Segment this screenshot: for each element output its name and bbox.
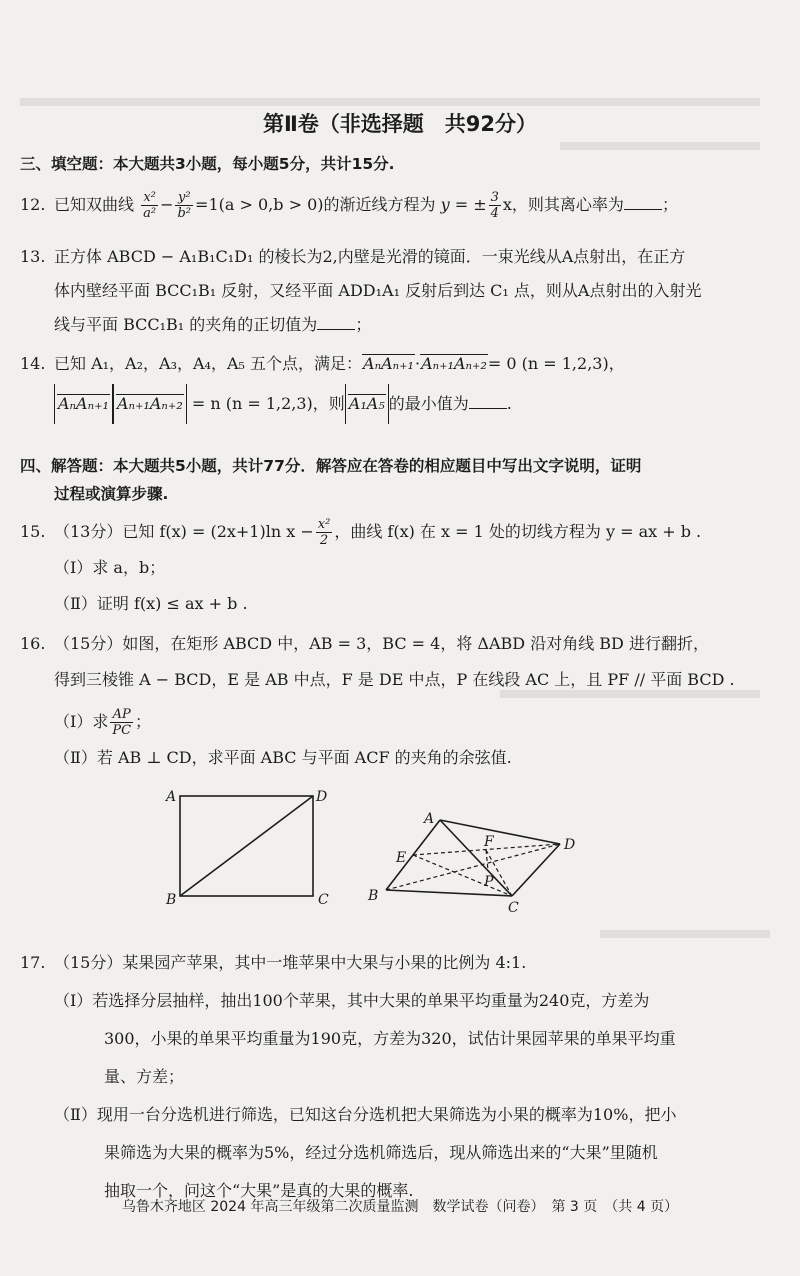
- q14-text: .: [506, 394, 512, 413]
- question-16: [20, 626, 780, 776]
- vector: AₙAₙ₊₁: [363, 354, 414, 373]
- label-d: D: [316, 789, 328, 805]
- bleed-through-line: [560, 142, 760, 150]
- q17-part-1-line: 300，小果的单果平均重量为190克，方差为320，试估计果园苹果的单果平均重: [104, 1029, 676, 1048]
- q17-part-2-line: 果筛选为大果的概率为5%，经过分选机筛选后，现从筛选出来的“大果”里随机: [104, 1143, 658, 1162]
- label-b: B: [166, 892, 177, 908]
- q13-line: 体内壁经平面 BCC₁B₁ 反射，又经平面 ADD₁A₁ 反射后到达 C₁ 点，则从A点射出的入射光: [54, 281, 702, 300]
- edge-ad: [440, 820, 560, 844]
- answer-blank[interactable]: [624, 195, 662, 210]
- edge-cd: [512, 844, 560, 896]
- numerator: 3: [490, 190, 499, 205]
- page-footer: 乌鲁木齐地区 2024 年高三年级第二次质量监测 数学试卷（问卷） 第 3 页 （共 4 页）: [121, 1199, 679, 1215]
- numerator: AP: [110, 707, 133, 723]
- vector: AₙAₙ₊₁: [58, 394, 109, 413]
- question-number: 13.: [20, 247, 46, 266]
- fill-in-section-heading: 三、填空题：本大题共3小题，每小题5分，共计15分.: [20, 155, 395, 173]
- question-17: [20, 944, 780, 1210]
- q16-text: ；: [135, 712, 152, 731]
- q16-line: 得到三棱锥 A − BCD，E 是 AB 中点，F 是 DE 中点，P 在线段 AC 上，且 PF // 平面 BCD .: [54, 670, 735, 689]
- question-15: [20, 514, 780, 622]
- label-a: A: [424, 811, 435, 827]
- q13-text: ；: [355, 315, 372, 334]
- q17-part-1-line: 量、方差；: [104, 1067, 185, 1086]
- q12-text: =1(a > 0,b > 0)的渐近线方程为: [195, 195, 436, 214]
- solutions-section-heading: [20, 452, 780, 508]
- magnitude: [113, 384, 187, 424]
- fraction: [316, 517, 333, 548]
- label-d: D: [564, 837, 576, 853]
- magnitude: [345, 384, 389, 424]
- vector: Aₙ₊₁Aₙ₊₂: [116, 394, 183, 413]
- question-number: 16.: [20, 634, 46, 653]
- question-number: 15.: [20, 522, 46, 541]
- denominator: 2: [319, 533, 329, 548]
- vector: Aₙ₊₁Aₙ₊₂: [421, 354, 487, 373]
- q17-part-2-line: （Ⅱ）现用一台分选机进行筛选，已知这台分选机把大果筛选为小果的概率为10%，把小: [54, 1105, 677, 1124]
- denominator: 4: [490, 206, 499, 221]
- numerator: y²: [175, 190, 193, 206]
- bleed-through-line: [20, 98, 760, 106]
- q14-text: = n (n = 1,2,3)，则: [191, 394, 345, 413]
- fraction: [110, 707, 133, 738]
- q15-text: ，曲线 f(x) 在 x = 1 处的切线方程为 y = ax + b .: [334, 522, 702, 541]
- figure-pyramid-abcd: [360, 806, 600, 916]
- q13-line: 线与平面 BCC₁B₁ 的夹角的正切值为: [54, 315, 318, 334]
- q12-text: 已知双曲线: [54, 195, 135, 214]
- q12-text: ；: [661, 195, 678, 214]
- q13-line: 正方体 ABCD − A₁B₁C₁D₁ 的棱长为2,内壁是光滑的镜面．一束光线从A点射出，在正方: [54, 247, 686, 266]
- label-a: A: [166, 789, 177, 805]
- edge-bd-hidden: [386, 844, 560, 890]
- dot-operator: ·: [414, 354, 421, 373]
- q14-text: 已知 A₁，A₂，A₃，A₄，A₅ 五个点，满足：: [54, 354, 363, 373]
- label-e: E: [396, 850, 407, 866]
- figure-rectangle-abcd: [160, 786, 360, 910]
- s4-line: 四、解答题：本大题共5小题，共计77分．解答应在答卷的相应题目中写出文字说明，证明: [20, 457, 642, 475]
- fraction: [489, 190, 501, 221]
- label-c: C: [318, 892, 329, 908]
- q15-part-1: （Ⅰ）求 a，b；: [54, 558, 166, 577]
- question-number: 12.: [20, 195, 46, 214]
- denominator: b²: [177, 206, 192, 221]
- denominator: PC: [112, 723, 132, 738]
- question-13: [20, 240, 780, 342]
- bleed-through-line: [600, 930, 770, 938]
- question-number: 17.: [20, 953, 46, 972]
- q12-math: y = ±: [440, 195, 487, 214]
- denominator: a²: [143, 206, 157, 221]
- numerator: x²: [141, 190, 158, 206]
- edge-bc: [386, 890, 512, 896]
- label-b: B: [368, 888, 379, 904]
- q17-line: （15分）某果园产苹果，其中一堆苹果中大果与小果的比例为 4:1.: [54, 953, 527, 972]
- label-c: C: [508, 900, 519, 916]
- section-title: 第Ⅱ卷（非选择题 共92分）: [262, 112, 538, 136]
- magnitude: [54, 384, 113, 424]
- q16-line: （15分）如图，在矩形 ABCD 中，AB = 3，BC = 4，将 ΔABD 沿对角线 BD 进行翻折，: [54, 634, 709, 653]
- q17-part-2-line: 抽取一个，问这个“大果”是真的大果的概率.: [104, 1181, 414, 1200]
- numerator: x²: [317, 517, 331, 532]
- q14-text: 的最小值为: [388, 394, 469, 413]
- question-12: 12. 已知双曲线 $\frac{\text{x²}}{\text{a²}}$ − $\frac{\text{y²}}{\text{b²}}$ =1(a > 0,b > 0)的渐近线方程为 y = ± $\frac{3}{4}$ x，则其离心率为 ；: [20, 190, 678, 221]
- q14-text: = 0 (n = 1,2,3)，: [487, 354, 625, 373]
- q15-text: （13分）已知 f(x) = (2x+1)ln x −: [54, 522, 314, 541]
- q15-part-2: （Ⅱ）证明 f(x) ≤ ax + b .: [54, 594, 248, 613]
- edge-ac: [440, 820, 512, 896]
- answer-blank[interactable]: [469, 394, 507, 409]
- s4-line: 过程或演算步骤.: [54, 485, 169, 503]
- q16-part-2: （Ⅱ）若 AB ⊥ CD，求平面 ABC 与平面 ACF 的夹角的余弦值.: [54, 748, 512, 767]
- vector: A₁A₅: [348, 394, 385, 413]
- label-p: P: [484, 874, 494, 890]
- question-14: [20, 344, 780, 424]
- diagonal-bd: [180, 796, 313, 896]
- q17-part-1-line: （Ⅰ）若选择分层抽样，抽出100个苹果，其中大果的单果平均重量为240克，方差为: [54, 991, 650, 1010]
- answer-blank[interactable]: [317, 315, 355, 330]
- label-f: F: [484, 834, 494, 850]
- q12-text: x，则其离心率为: [502, 195, 624, 214]
- question-number: 14.: [20, 354, 46, 373]
- q16-part-1: （Ⅰ）求: [54, 712, 109, 731]
- fraction: [175, 190, 193, 221]
- fraction: [141, 190, 158, 221]
